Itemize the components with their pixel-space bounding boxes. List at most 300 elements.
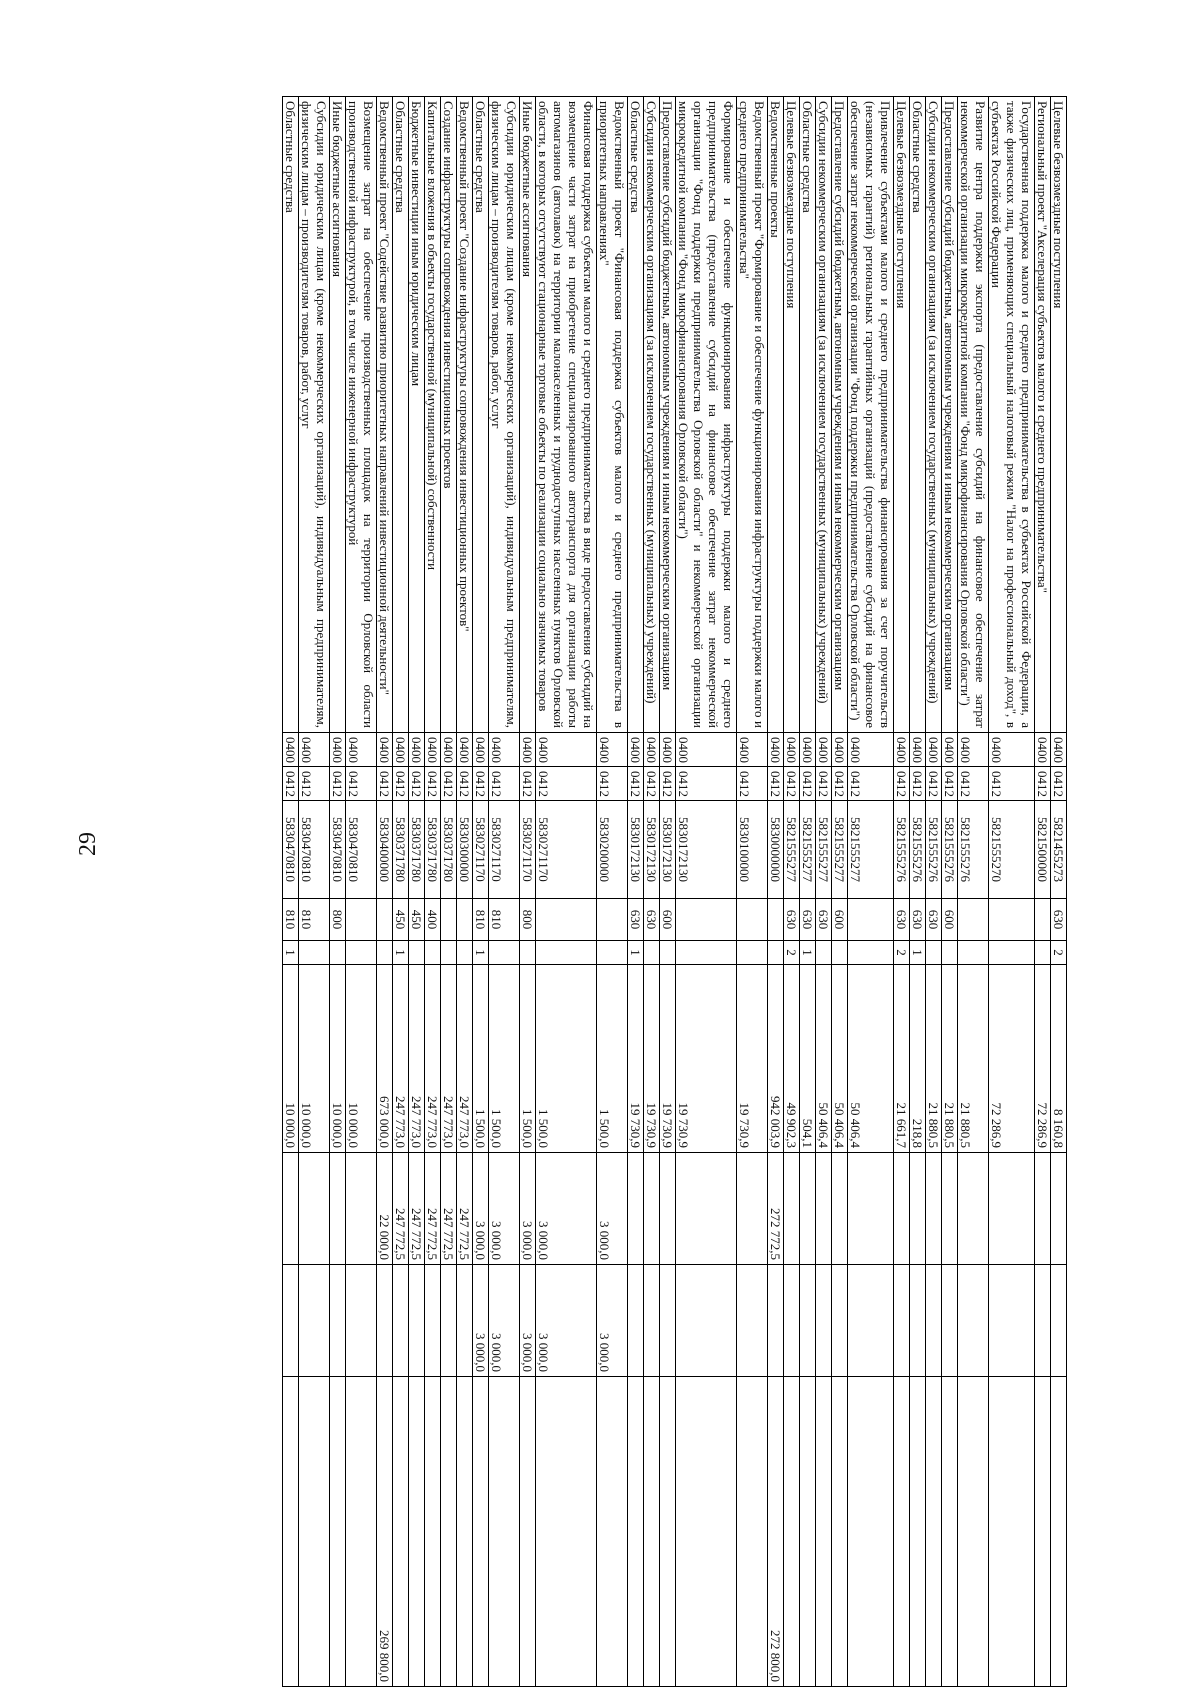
table-row: [832, 97, 848, 1687]
table-row: [628, 97, 644, 1687]
cell-vr: 600: [942, 899, 958, 941]
cell-name: Областные средства: [628, 97, 644, 733]
cell-sum-1: 50 406,4: [848, 965, 894, 1153]
cell-sum-4: [958, 1377, 989, 1687]
cell-section: 0400: [910, 733, 926, 767]
table-row: [299, 97, 330, 1687]
cell-sum-4: [346, 1377, 377, 1687]
cell-sum-2: 247 772,5: [425, 1153, 441, 1265]
cell-sum-4: [644, 1377, 660, 1687]
cell-funding-source: 1: [800, 941, 816, 965]
cell-sum-4: [628, 1377, 644, 1687]
cell-csr: 5830172130: [660, 801, 676, 899]
cell-vr: 600: [660, 899, 676, 941]
cell-name: Привлечение субъектами малого и среднего предпринимательства финансирования за счет поручительств (независимых гарантий) региональных гарантийных организаций (предоставление субсидий на финансовое обеспечение затрат некоммерческой организации "Фонд поддержки предпринимательства Орловской области"): [848, 97, 894, 733]
cell-subsection: 0412: [816, 767, 832, 801]
page-number: 29: [75, 832, 101, 856]
cell-vr: 630: [644, 899, 660, 941]
cell-section: 0400: [441, 733, 457, 767]
cell-subsection: 0412: [330, 767, 346, 801]
cell-sum-4: [942, 1377, 958, 1687]
cell-vr: 630: [926, 899, 942, 941]
cell-vr: 800: [520, 899, 536, 941]
cell-section: 0400: [942, 733, 958, 767]
cell-sum-2: [1051, 1153, 1067, 1265]
cell-sum-3: [848, 1265, 894, 1377]
table-row: [330, 97, 346, 1687]
cell-name: Иные бюджетные ассигнования: [520, 97, 536, 733]
cell-sum-3: [425, 1265, 441, 1377]
cell-vr: 810: [489, 899, 520, 941]
table-row: [894, 97, 910, 1687]
cell-subsection: 0412: [737, 767, 768, 801]
cell-name: Ведомственный проект "Содействие развитию приоритетных направлений инвестиционной деятельности": [377, 97, 393, 733]
cell-funding-source: [644, 941, 660, 965]
cell-section: 0400: [536, 733, 597, 767]
cell-csr: 5821555277: [832, 801, 848, 899]
cell-name: Областные средства: [800, 97, 816, 733]
cell-section: 0400: [330, 733, 346, 767]
cell-section: 0400: [832, 733, 848, 767]
cell-sum-1: 1 500,0: [489, 965, 520, 1153]
cell-subsection: 0412: [989, 767, 1035, 801]
cell-sum-2: 247 772,5: [393, 1153, 409, 1265]
cell-vr: [768, 899, 784, 941]
cell-sum-2: [1035, 1153, 1051, 1265]
cell-csr: 5830470810: [283, 801, 299, 899]
cell-name: Финансовая поддержка субъектам малого и среднего предпринимательства в виде предоставления субсидий на возмещение части затрат на приобретение специализированного автотранспорта для организации работы автомагазинов (автолавок) на территории малонаселенных и труднодоступных населенных пунктов Орловской области, в которых отсутствуют стационарные торговые объекты по реализации социально значимых товаров: [536, 97, 597, 733]
cell-vr: 400: [425, 899, 441, 941]
cell-csr: 5821555277: [848, 801, 894, 899]
cell-funding-source: [989, 941, 1035, 965]
cell-name: Областные средства: [283, 97, 299, 733]
cell-sum-4: [737, 1377, 768, 1687]
cell-vr: 630: [1051, 899, 1067, 941]
cell-sum-1: 10 000,0: [283, 965, 299, 1153]
cell-name: Ведомственный проект "Формирование и обеспечение функционирования инфраструктуры поддержки малого и среднего предпринимательства": [737, 97, 768, 733]
cell-sum-4: [473, 1377, 489, 1687]
cell-csr: 5821555277: [800, 801, 816, 899]
cell-vr: 630: [628, 899, 644, 941]
cell-funding-source: [958, 941, 989, 965]
cell-funding-source: [377, 941, 393, 965]
cell-section: 0400: [457, 733, 473, 767]
cell-funding-source: 2: [1051, 941, 1067, 965]
table-row: [283, 97, 299, 1687]
table-row: [457, 97, 473, 1687]
table-row: [644, 97, 660, 1687]
cell-funding-source: [816, 941, 832, 965]
cell-name: Региональный проект "Акселерация субъектов малого и среднего предпринимательства": [1035, 97, 1051, 733]
cell-sum-4: [441, 1377, 457, 1687]
cell-subsection: 0412: [441, 767, 457, 801]
cell-sum-1: 21 880,5: [942, 965, 958, 1153]
cell-vr: 630: [910, 899, 926, 941]
cell-funding-source: [409, 941, 425, 965]
cell-subsection: 0412: [676, 767, 737, 801]
cell-subsection: 0412: [473, 767, 489, 801]
cell-funding-source: [299, 941, 330, 965]
cell-vr: [848, 899, 894, 941]
cell-sum-2: 3 000,0: [520, 1153, 536, 1265]
cell-name: Целевые безвозмездные поступления: [784, 97, 800, 733]
cell-subsection: 0412: [848, 767, 894, 801]
cell-sum-2: [283, 1153, 299, 1265]
cell-name: Формирование и обеспечение функционирования инфраструктуры поддержки малого и среднего предпринимательства (предоставление субсидий на финансовое обеспечение затрат некоммерческой организации "Фонд поддержки предпринимательства Орловской области" и некоммерческой организации микрокредитной компании "Фонд микрофинансирования Орловской области"): [676, 97, 737, 733]
cell-sum-1: 8 160,8: [1051, 965, 1067, 1153]
cell-section: 0400: [848, 733, 894, 767]
cell-funding-source: [926, 941, 942, 965]
cell-sum-1: 50 406,4: [832, 965, 848, 1153]
cell-csr: 5830271170: [520, 801, 536, 899]
table-row: [393, 97, 409, 1687]
cell-sum-3: [926, 1265, 942, 1377]
cell-csr: 5821555277: [784, 801, 800, 899]
cell-sum-3: [768, 1265, 784, 1377]
cell-name: Развитие центра поддержки экспорта (предоставление субсидий на финансовое обеспечение затрат некоммерческой организации микрокредитной компании "Фонд микрофинансирования Орловской области"): [958, 97, 989, 733]
cell-sum-2: 247 772,5: [409, 1153, 425, 1265]
cell-csr: 5821555277: [816, 801, 832, 899]
cell-funding-source: [676, 941, 737, 965]
cell-sum-2: [784, 1153, 800, 1265]
table-row: [800, 97, 816, 1687]
table-row: [1035, 97, 1051, 1687]
cell-name: Создание инфраструктуры сопровождения инвестиционных проектов: [441, 97, 457, 733]
cell-section: 0400: [299, 733, 330, 767]
cell-funding-source: [457, 941, 473, 965]
cell-subsection: 0412: [910, 767, 926, 801]
cell-sum-1: 942 003,9: [768, 965, 784, 1153]
cell-csr: 5830172130: [628, 801, 644, 899]
cell-section: 0400: [894, 733, 910, 767]
table-row: [958, 97, 989, 1687]
cell-sum-2: [848, 1153, 894, 1265]
cell-csr: 5830172130: [676, 801, 737, 899]
cell-section: 0400: [628, 733, 644, 767]
cell-sum-2: [832, 1153, 848, 1265]
cell-section: 0400: [784, 733, 800, 767]
cell-section: 0400: [597, 733, 628, 767]
cell-sum-3: [800, 1265, 816, 1377]
cell-subsection: 0412: [489, 767, 520, 801]
cell-sum-3: [628, 1265, 644, 1377]
cell-subsection: 0412: [536, 767, 597, 801]
cell-sum-4: [784, 1377, 800, 1687]
cell-sum-1: 504,1: [800, 965, 816, 1153]
cell-sum-3: [942, 1265, 958, 1377]
cell-funding-source: [942, 941, 958, 965]
cell-sum-1: 10 000,0: [299, 965, 330, 1153]
cell-sum-1: 72 286,9: [989, 965, 1035, 1153]
table-row: [942, 97, 958, 1687]
cell-sum-1: 19 730,9: [660, 965, 676, 1153]
cell-subsection: 0412: [958, 767, 989, 801]
cell-sum-3: [283, 1265, 299, 1377]
cell-sum-1: 1 500,0: [473, 965, 489, 1153]
cell-vr: [346, 899, 377, 941]
cell-name: Субсидии юридическим лицам (кроме некоммерческих организаций), индивидуальным предпринимателям, физическим лицам – производителям товаров, работ, услуг: [489, 97, 520, 733]
cell-vr: [989, 899, 1035, 941]
cell-section: 0400: [660, 733, 676, 767]
cell-sum-3: [409, 1265, 425, 1377]
cell-name: Субсидии некоммерческим организациям (за исключением государственных (муниципальных) учреждений): [644, 97, 660, 733]
cell-subsection: 0412: [425, 767, 441, 801]
cell-sum-4: [926, 1377, 942, 1687]
cell-subsection: 0412: [597, 767, 628, 801]
cell-vr: 630: [784, 899, 800, 941]
cell-funding-source: 1: [473, 941, 489, 965]
cell-subsection: 0412: [926, 767, 942, 801]
cell-funding-source: [489, 941, 520, 965]
cell-vr: [536, 899, 597, 941]
cell-csr: 5830371780: [425, 801, 441, 899]
cell-sum-1: 247 773,0: [393, 965, 409, 1153]
cell-csr: 5830300000: [457, 801, 473, 899]
cell-vr: [377, 899, 393, 941]
cell-name: Ведомственные проекты: [768, 97, 784, 733]
cell-sum-2: [660, 1153, 676, 1265]
cell-sum-3: 3 000,0: [536, 1265, 597, 1377]
cell-subsection: 0412: [299, 767, 330, 801]
cell-sum-1: 218,8: [910, 965, 926, 1153]
cell-sum-3: [299, 1265, 330, 1377]
cell-sum-1: 247 773,0: [409, 965, 425, 1153]
cell-name: Областные средства: [910, 97, 926, 733]
cell-name: Иные бюджетные ассигнования: [330, 97, 346, 733]
cell-section: 0400: [768, 733, 784, 767]
table-row: [377, 97, 393, 1687]
cell-csr: 5821555276: [910, 801, 926, 899]
cell-csr: 5830172130: [644, 801, 660, 899]
cell-vr: 600: [832, 899, 848, 941]
cell-sum-4: [800, 1377, 816, 1687]
cell-csr: 5830371780: [441, 801, 457, 899]
cell-sum-2: [910, 1153, 926, 1265]
table-row: [489, 97, 520, 1687]
cell-sum-3: [330, 1265, 346, 1377]
cell-subsection: 0412: [1035, 767, 1051, 801]
cell-sum-1: 19 730,9: [628, 965, 644, 1153]
cell-subsection: 0412: [832, 767, 848, 801]
cell-funding-source: [441, 941, 457, 965]
cell-sum-2: [942, 1153, 958, 1265]
cell-sum-4: 272 800,0: [768, 1377, 784, 1687]
cell-sum-3: [441, 1265, 457, 1377]
cell-sum-1: 19 730,9: [737, 965, 768, 1153]
cell-section: 0400: [816, 733, 832, 767]
cell-sum-2: [299, 1153, 330, 1265]
cell-vr: 810: [473, 899, 489, 941]
table-row: [473, 97, 489, 1687]
cell-subsection: 0412: [784, 767, 800, 801]
cell-funding-source: [597, 941, 628, 965]
cell-vr: [597, 899, 628, 941]
cell-subsection: 0412: [409, 767, 425, 801]
cell-subsection: 0412: [644, 767, 660, 801]
cell-funding-source: [425, 941, 441, 965]
cell-sum-4: [489, 1377, 520, 1687]
cell-sum-2: 3 000,0: [473, 1153, 489, 1265]
cell-sum-1: 49 902,3: [784, 965, 800, 1153]
cell-sum-1: 1 500,0: [520, 965, 536, 1153]
cell-subsection: 0412: [457, 767, 473, 801]
cell-sum-3: [1035, 1265, 1051, 1377]
table-row: [597, 97, 628, 1687]
cell-csr: 5821500000: [1035, 801, 1051, 899]
cell-sum-2: [737, 1153, 768, 1265]
table-row: [910, 97, 926, 1687]
cell-vr: [737, 899, 768, 941]
cell-funding-source: 1: [283, 941, 299, 965]
cell-subsection: 0412: [768, 767, 784, 801]
cell-subsection: 0412: [520, 767, 536, 801]
cell-sum-1: 21 880,5: [926, 965, 942, 1153]
cell-csr: 5830271170: [489, 801, 520, 899]
table-row: [1051, 97, 1067, 1687]
cell-name: Предоставление субсидий бюджетным, автономным учреждениям и иным некоммерческим организациям: [660, 97, 676, 733]
cell-sum-4: 269 800,0: [377, 1377, 393, 1687]
table-row: [989, 97, 1035, 1687]
cell-sum-4: [409, 1377, 425, 1687]
cell-funding-source: [768, 941, 784, 965]
cell-sum-1: 247 773,0: [425, 965, 441, 1153]
table-row: [425, 97, 441, 1687]
cell-sum-3: [910, 1265, 926, 1377]
cell-section: 0400: [346, 733, 377, 767]
cell-funding-source: [848, 941, 894, 965]
cell-sum-3: [894, 1265, 910, 1377]
cell-funding-source: 1: [910, 941, 926, 965]
cell-name: Капитальные вложения в объекты государственной (муниципальной) собственности: [425, 97, 441, 733]
cell-vr: [1035, 899, 1051, 941]
cell-vr: [958, 899, 989, 941]
cell-name: Предоставление субсидий бюджетным, автономным учреждениям и иным некоммерческим организациям: [832, 97, 848, 733]
cell-name: Бюджетные инвестиции иным юридическим лицам: [409, 97, 425, 733]
cell-name: Предоставление субсидий бюджетным, автономным учреждениям и иным некоммерческим организациям: [942, 97, 958, 733]
cell-sum-1: 1 500,0: [597, 965, 628, 1153]
cell-sum-4: [457, 1377, 473, 1687]
cell-sum-3: [989, 1265, 1035, 1377]
cell-vr: 450: [409, 899, 425, 941]
cell-name: Ведомственный проект "Финансовая поддержка субъектов малого и среднего предпринимательства в приоритетных направлениях": [597, 97, 628, 733]
cell-sum-2: [926, 1153, 942, 1265]
cell-section: 0400: [737, 733, 768, 767]
cell-funding-source: [832, 941, 848, 965]
cell-sum-1: 72 286,9: [1035, 965, 1051, 1153]
cell-sum-4: [660, 1377, 676, 1687]
cell-subsection: 0412: [1051, 767, 1067, 801]
cell-subsection: 0412: [346, 767, 377, 801]
cell-vr: 630: [894, 899, 910, 941]
cell-sum-4: [989, 1377, 1035, 1687]
cell-sum-4: [1051, 1377, 1067, 1687]
cell-sum-2: [894, 1153, 910, 1265]
cell-funding-source: [330, 941, 346, 965]
cell-csr: 5821555276: [894, 801, 910, 899]
cell-section: 0400: [473, 733, 489, 767]
cell-vr: 630: [800, 899, 816, 941]
cell-sum-2: 3 000,0: [597, 1153, 628, 1265]
budget-table: [282, 96, 1067, 1687]
cell-section: 0400: [644, 733, 660, 767]
cell-vr: [457, 899, 473, 941]
cell-sum-2: 247 772,5: [457, 1153, 473, 1265]
cell-sum-1: 10 000,0: [330, 965, 346, 1153]
cell-section: 0400: [800, 733, 816, 767]
cell-funding-source: [660, 941, 676, 965]
cell-funding-source: 2: [894, 941, 910, 965]
cell-csr: 5821455273: [1051, 801, 1067, 899]
table-row: [784, 97, 800, 1687]
table-row: [536, 97, 597, 1687]
table-row: [346, 97, 377, 1687]
cell-sum-2: [989, 1153, 1035, 1265]
cell-sum-3: [816, 1265, 832, 1377]
cell-funding-source: 2: [784, 941, 800, 965]
cell-section: 0400: [989, 733, 1035, 767]
cell-sum-3: [346, 1265, 377, 1377]
cell-sum-3: [784, 1265, 800, 1377]
cell-sum-1: 21 661,7: [894, 965, 910, 1153]
cell-name: Государственная поддержка малого и среднего предпринимательства в субъектах Российской Федерации, а также физических лиц, применяющих специальный налоговый режим "Налог на профессиональный доход", в субъектах Российской Федерации: [989, 97, 1035, 733]
cell-sum-2: [628, 1153, 644, 1265]
cell-name: Целевые безвозмездные поступления: [1051, 97, 1067, 733]
cell-csr: 5821555276: [926, 801, 942, 899]
cell-vr: 800: [330, 899, 346, 941]
cell-subsection: 0412: [377, 767, 393, 801]
cell-sum-4: [848, 1377, 894, 1687]
cell-csr: 5821555276: [942, 801, 958, 899]
cell-csr: 5821555270: [989, 801, 1035, 899]
cell-section: 0400: [409, 733, 425, 767]
cell-subsection: 0412: [283, 767, 299, 801]
cell-sum-2: [644, 1153, 660, 1265]
cell-csr: 5830271170: [473, 801, 489, 899]
cell-sum-4: [393, 1377, 409, 1687]
cell-subsection: 0412: [393, 767, 409, 801]
cell-name: Субсидии юридическим лицам (кроме некоммерческих организаций), индивидуальным предпринимателям, физическим лицам – производителям товаров, работ, услуг: [299, 97, 330, 733]
cell-sum-4: [299, 1377, 330, 1687]
cell-sum-1: 673 000,0: [377, 965, 393, 1153]
cell-name: Целевые безвозмездные поступления: [894, 97, 910, 733]
cell-csr: 5830000000: [768, 801, 784, 899]
cell-csr: 5830271170: [536, 801, 597, 899]
cell-sum-4: [676, 1377, 737, 1687]
cell-sum-3: [1051, 1265, 1067, 1377]
cell-sum-4: [910, 1377, 926, 1687]
cell-name: Ведомственный проект "Создание инфраструктуры сопровождения инвестиционных проектов": [457, 97, 473, 733]
cell-sum-3: [457, 1265, 473, 1377]
cell-sum-2: 272 772,5: [768, 1153, 784, 1265]
cell-sum-4: [283, 1377, 299, 1687]
cell-sum-2: 247 772,5: [441, 1153, 457, 1265]
cell-vr: [441, 899, 457, 941]
cell-section: 0400: [425, 733, 441, 767]
cell-sum-1: 247 773,0: [441, 965, 457, 1153]
cell-sum-2: [816, 1153, 832, 1265]
table-row: [737, 97, 768, 1687]
cell-sum-3: [832, 1265, 848, 1377]
cell-sum-3: [660, 1265, 676, 1377]
cell-funding-source: 1: [628, 941, 644, 965]
table-row: [520, 97, 536, 1687]
cell-sum-2: 22 000,0: [377, 1153, 393, 1265]
cell-subsection: 0412: [800, 767, 816, 801]
cell-sum-1: 10 000,0: [346, 965, 377, 1153]
cell-sum-3: [393, 1265, 409, 1377]
cell-vr: 810: [283, 899, 299, 941]
table-row: [676, 97, 737, 1687]
